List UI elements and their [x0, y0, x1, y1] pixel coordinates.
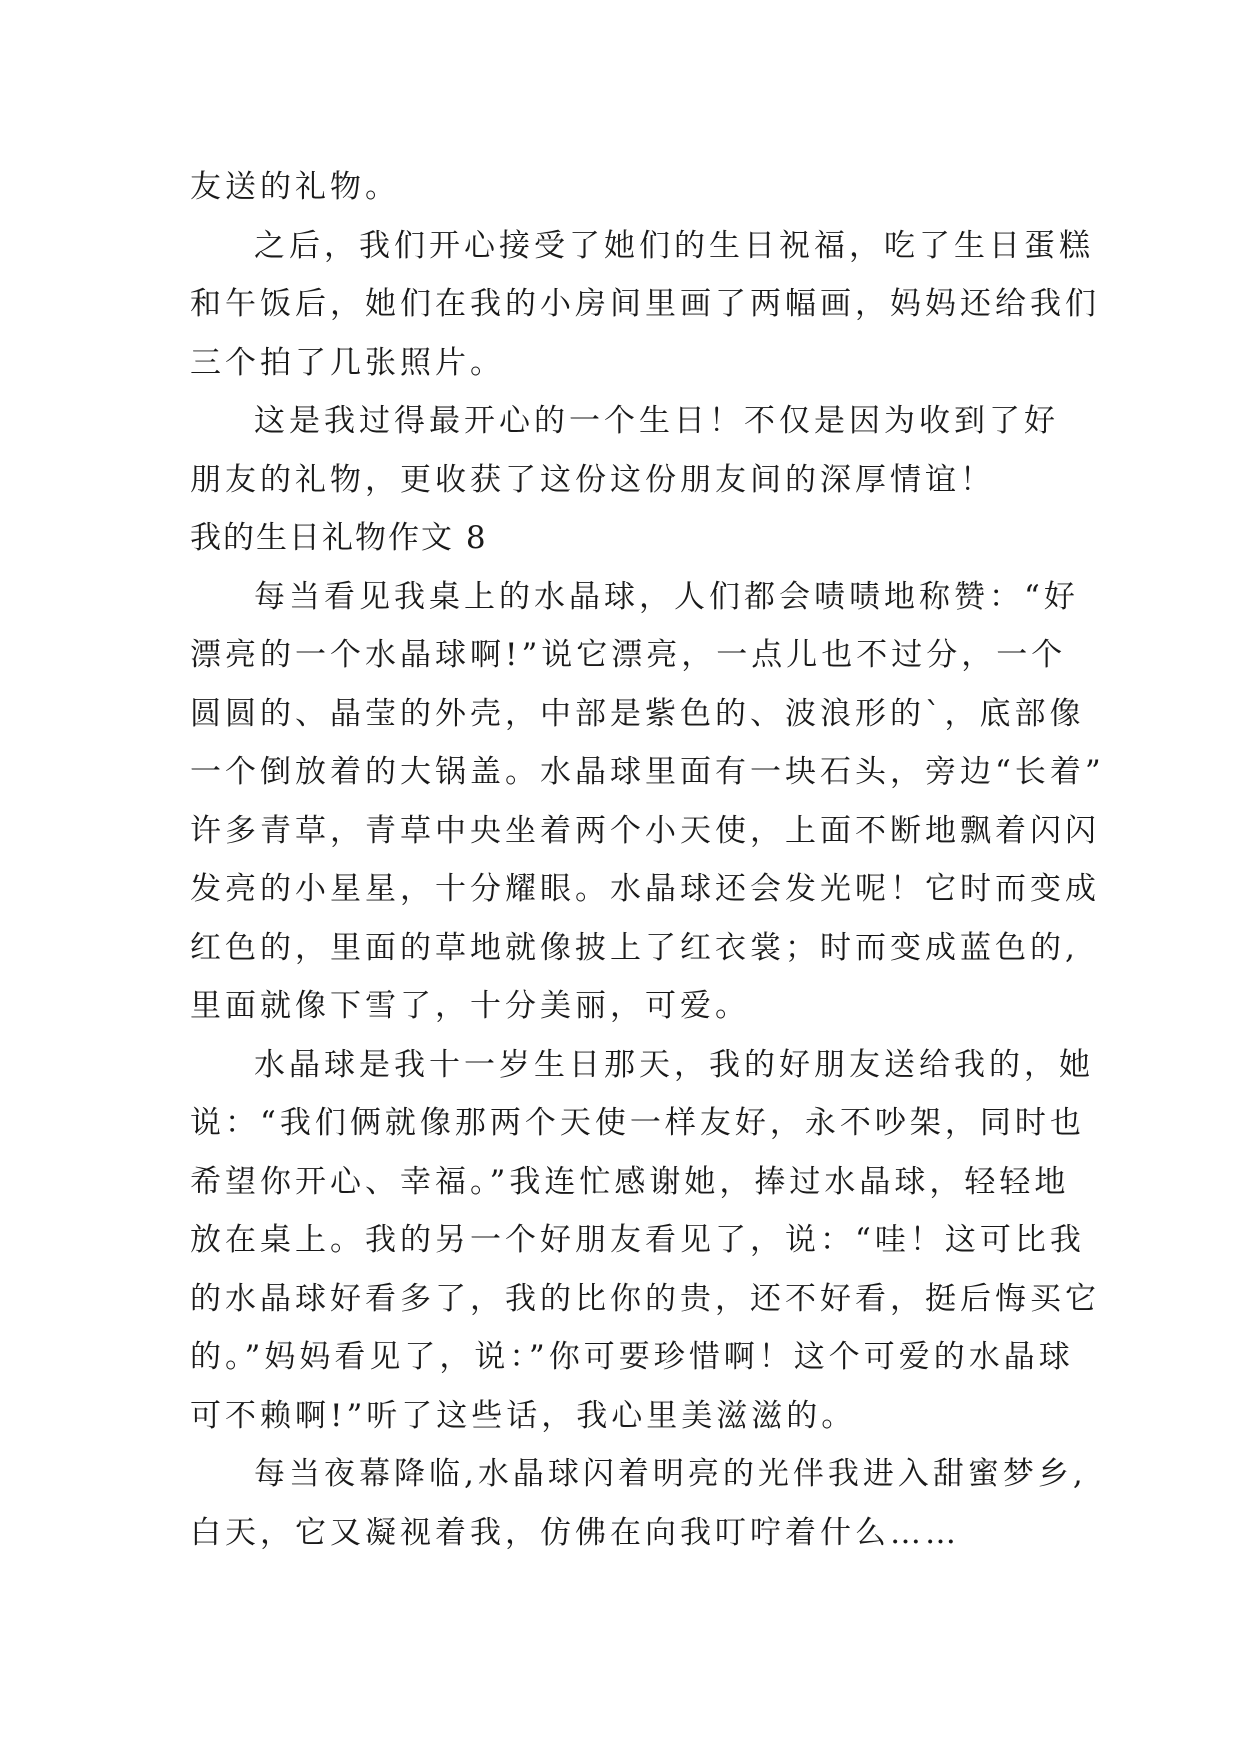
paragraph-first-line: 每当看见我桌上的水晶球，人们都会啧啧地称赞：“好 — [254, 578, 1079, 615]
text-line: 希望你开心、幸福。”我连忙感谢她，捧过水晶球，轻轻地 — [190, 1163, 1070, 1200]
paragraph-first-line: 之后，我们开心接受了她们的生日祝福，吃了生日蛋糕 — [254, 227, 1094, 264]
text-line: 发亮的小星星，十分耀眼。水晶球还会发光呢！它时而变成 — [190, 871, 1100, 907]
text-line: 漂亮的一个水晶球啊!”说它漂亮，一点儿也不过分，一个 — [190, 637, 1067, 673]
paragraph-first-line: 水晶球是我十一岁生日那天，我的好朋友送给我的，她 — [254, 1046, 1094, 1083]
text-line: 许多青草，青草中央坐着两个小天使，上面不断地飘着闪闪 — [190, 812, 1100, 849]
text-line: 的。”妈妈看见了，说：”你可要珍惜啊！这个可爱的水晶球 — [190, 1339, 1074, 1375]
text-line: 和午饭后，她们在我的小房间里画了两幅画，妈妈还给我们 — [190, 286, 1100, 322]
section-title: 我的生日礼物作文 8 — [190, 520, 488, 556]
text-line: 三个拍了几张照片。 — [190, 344, 505, 381]
text-line: 里面就像下雪了，十分美丽，可爱。 — [190, 988, 750, 1024]
text-line: 圆圆的、晶莹的外壳，中部是紫色的、波浪形的`，底部像 — [190, 695, 1085, 732]
text-line: 友送的礼物。 — [190, 169, 400, 205]
text-line: 说：“我们俩就像那两个天使一样友好，永不吵架，同时也 — [190, 1105, 1085, 1141]
paragraph-first-line: 这是我过得最开心的一个生日！不仅是因为收到了好 — [254, 403, 1059, 439]
text-line: 的水晶球好看多了，我的比你的贵，还不好看，挺后悔买它 — [190, 1280, 1100, 1317]
text-line: 白天，它又凝视着我，仿佛在向我叮咛着什么…… — [190, 1514, 960, 1551]
text-line: 一个倒放着的大锅盖。水晶球里面有一块石头，旁边“长着” — [190, 754, 1105, 790]
text-line: 红色的，里面的草地就像披上了红衣裳；时而变成蓝色的, — [190, 929, 1079, 966]
text-line: 可不赖啊!”听了这些话，我心里美滋滋的。 — [190, 1397, 857, 1434]
text-line: 朋友的礼物，更收获了这份这份朋友间的深厚情谊！ — [190, 461, 995, 498]
essay-body — [190, 158, 1105, 1562]
paragraph-first-line: 每当夜幕降临,水晶球闪着明亮的光伴我进入甜蜜梦乡, — [254, 1456, 1087, 1492]
text-line: 放在桌上。我的另一个好朋友看见了，说：“哇！这可比我 — [190, 1222, 1085, 1258]
